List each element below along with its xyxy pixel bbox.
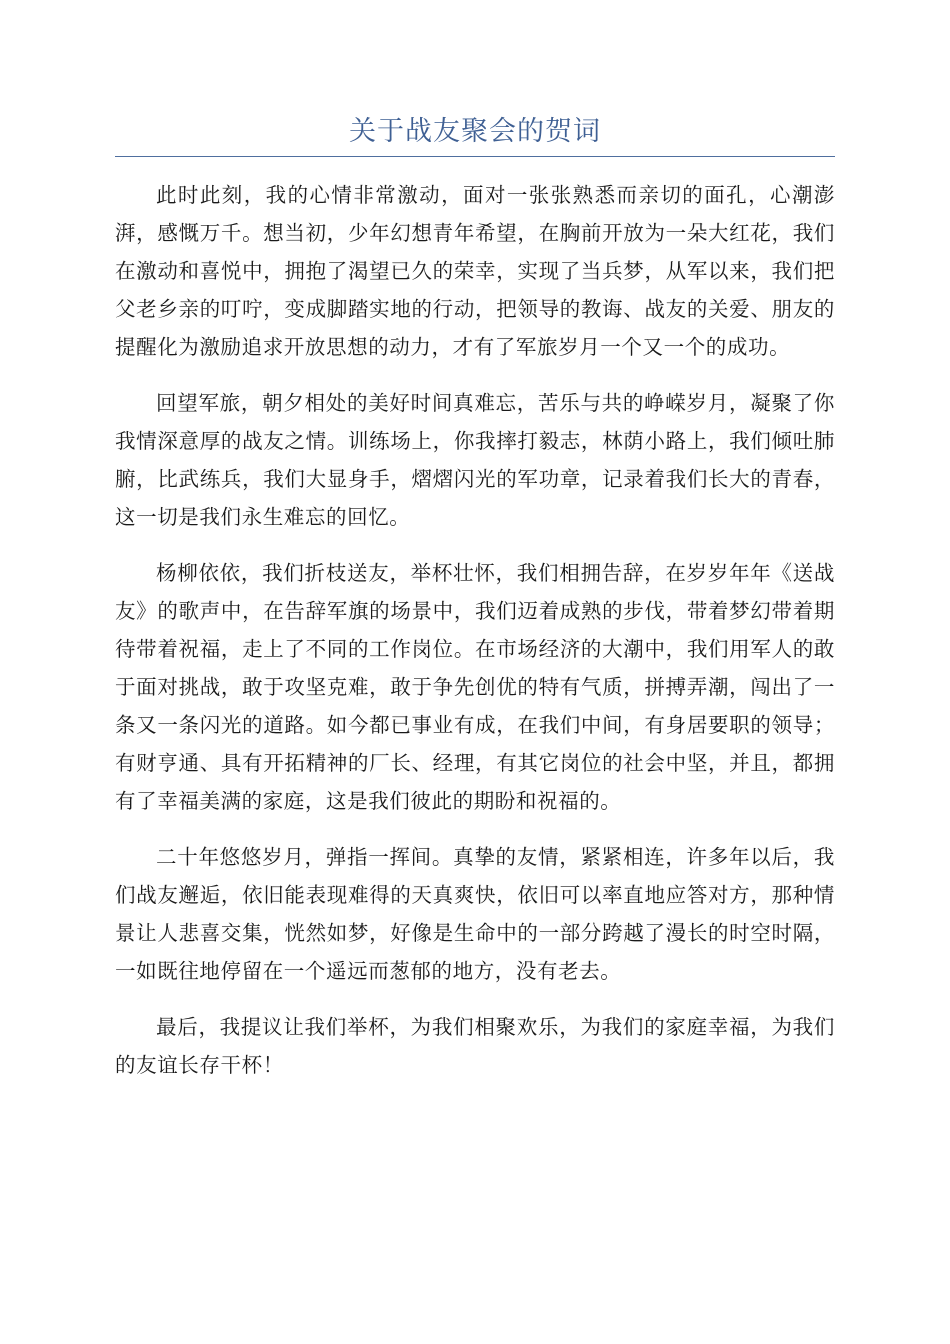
- title-block: [115, 112, 835, 157]
- document-body: [115, 176, 835, 1102]
- paragraph-2: 回望军旅，朝夕相处的美好时间真难忘，苦乐与共的峥嵘岁月，凝聚了你我情深意厚的战友之情。训练场上，你我摔打毅志，林荫小路上，我们倾吐肺腑，比武练兵，我们大显身手，熠熠闪光的军功章，记录着我们长大的青春，这一切是我们永生难忘的回忆。: [115, 391, 835, 529]
- paragraph-5: 最后，我提议让我们举杯，为我们相聚欢乐，为我们的家庭幸福，为我们的友谊长存干杯！: [115, 1015, 835, 1077]
- paragraph-1: 此时此刻，我的心情非常激动，面对一张张熟悉而亲切的面孔，心潮澎湃，感慨万千。想当初，少年幻想青年希望，在胸前开放为一朵大红花，我们在激动和喜悦中，拥抱了渴望已久的荣幸，实现了当兵梦，从军以来，我们把父老乡亲的叮咛，变成脚踏实地的行动，把领导的教诲、战友的关爱、朋友的提醒化为激励追求开放思想的动力，才有了军旅岁月一个又一个的成功。: [115, 183, 835, 359]
- document-title: 关于战友聚会的贺词: [349, 116, 601, 147]
- paragraph-4: 二十年悠悠岁月，弹指一挥间。真挚的友情，紧紧相连，许多年以后，我们战友邂逅，依旧能表现难得的天真爽快，依旧可以率直地应答对方，那种情景让人悲喜交集，恍然如梦，好像是生命中的一部分跨越了漫长的时空时隔，一如既往地停留在一个遥远而葱郁的地方，没有老去。: [115, 845, 835, 983]
- paragraph-3: 杨柳依依，我们折枝送友，举杯壮怀，我们相拥告辞，在岁岁年年《送战友》的歌声中，在告辞军旗的场景中，我们迈着成熟的步伐，带着梦幻带着期待带着祝福，走上了不同的工作岗位。在市场经济的大潮中，我们用军人的敢于面对挑战，敢于攻坚克难，敢于争先创优的特有气质，拼搏弄潮，闯出了一条又一条闪光的道路。如今都已事业有成，在我们中间，有身居要职的领导；有财亨通、具有开拓精神的厂长、经理，有其它岗位的社会中坚，并且，都拥有了幸福美满的家庭，这是我们彼此的期盼和祝福的。: [115, 561, 835, 813]
